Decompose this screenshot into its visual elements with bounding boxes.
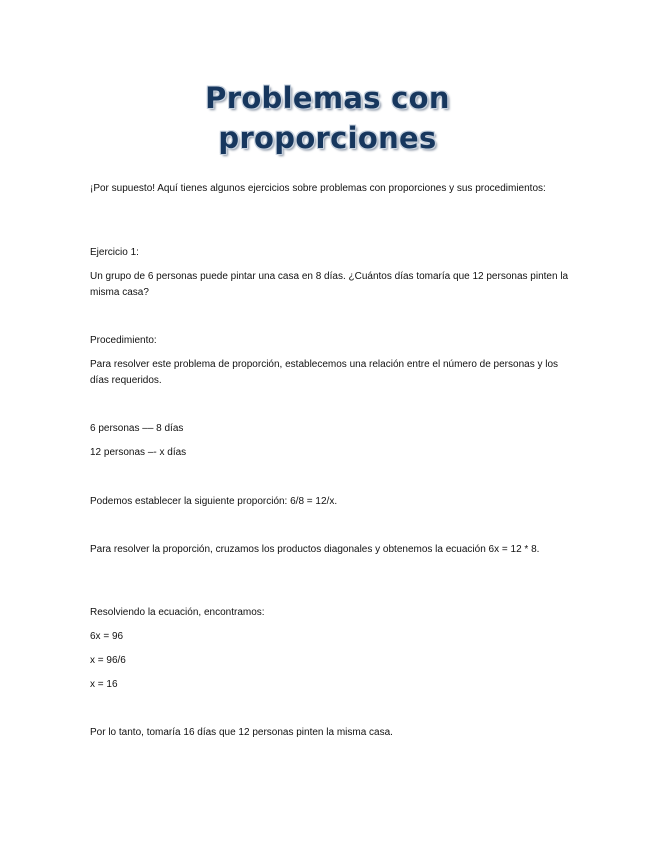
cross-multiply-paragraph: Para resolver la proporción, cruzamos los productos diagonales y obtenemos la ecuación 6x = 12 * 8.: [90, 544, 540, 555]
intro-paragraph: ¡Por supuesto! Aquí tienes algunos ejercicios sobre problemas con proporciones y sus procedimientos:: [90, 183, 546, 194]
equation-line-3: x = 16: [90, 679, 118, 690]
procedure-heading: Procedimiento:: [90, 335, 157, 346]
relation-line-1: 6 personas –– 8 días: [90, 423, 184, 434]
proportion-paragraph: Podemos establecer la siguiente proporción: 6/8 = 12/x.: [90, 496, 338, 507]
relation-line-2: 12 personas –- x días: [90, 447, 187, 458]
title-line-2: proporciones: [218, 121, 437, 155]
page-title: [0, 78, 655, 158]
exercise-heading: Ejercicio 1:: [90, 247, 139, 258]
exercise-statement: Un grupo de 6 personas puede pintar una casa en 8 días. ¿Cuántos días tomaría que 12 personas pinten la misma casa?: [90, 271, 569, 298]
title-line-1: Problemas con: [205, 81, 450, 115]
solving-paragraph: Resolviendo la ecuación, encontramos:: [90, 607, 265, 618]
equation-line-1: 6x = 96: [90, 631, 124, 642]
equation-line-2: x = 96/6: [90, 655, 126, 666]
procedure-paragraph: Para resolver este problema de proporción, establecemos una relación entre el número de personas y los días requeridos.: [90, 359, 559, 386]
conclusion-paragraph: Por lo tanto, tomaría 16 días que 12 personas pinten la misma casa.: [90, 727, 393, 738]
